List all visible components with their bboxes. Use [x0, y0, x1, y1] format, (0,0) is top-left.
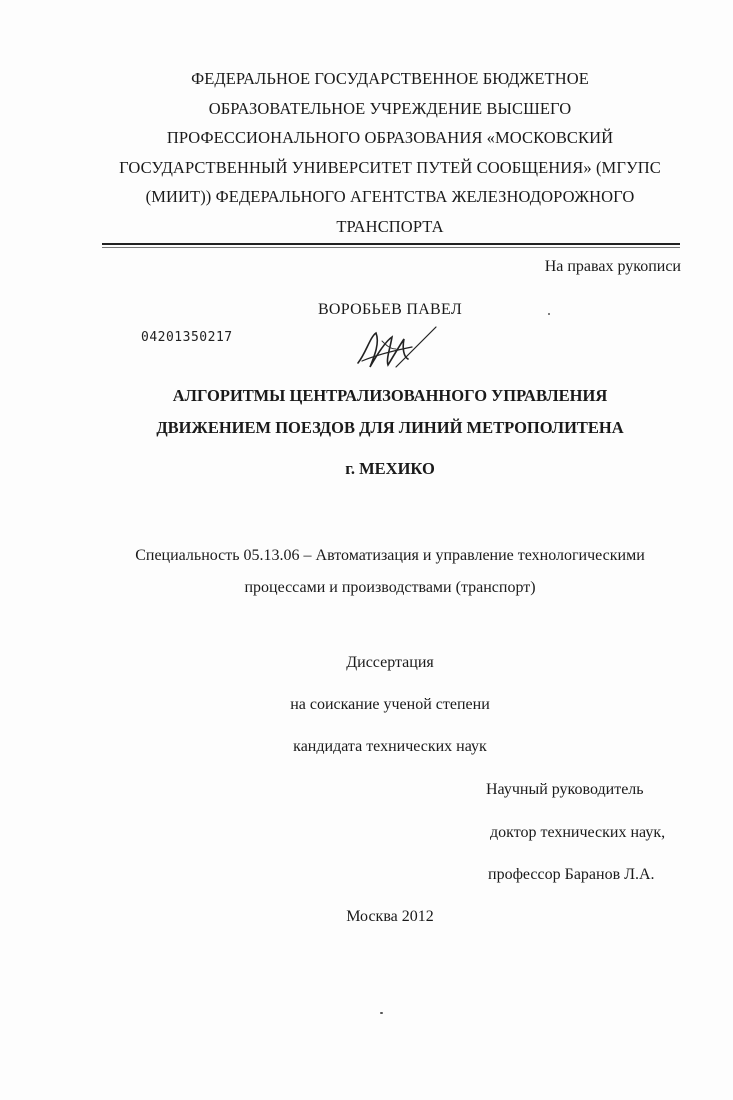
org-line-4: ГОСУДАРСТВЕННЫЙ УНИВЕРСИТЕТ ПУТЕЙ СООБЩЕНИЯ» (МГУПС — [119, 157, 661, 177]
scan-speck — [380, 1012, 383, 1014]
thesis-type: Диссертация — [346, 654, 434, 671]
place-year: Москва 2012 — [346, 908, 434, 925]
advisor-degree: доктор технических наук, — [490, 824, 666, 841]
header-divider-thin — [102, 247, 680, 248]
org-line-3: ПРОФЕССИОНАЛЬНОГО ОБРАЗОВАНИЯ «МОСКОВСКИЙ — [166, 128, 614, 147]
title-line-1: АЛГОРИТМЫ ЦЕНТРАЛИЗОВАННОГО УПРАВЛЕНИЯ — [172, 386, 608, 405]
manuscript-note: На правах рукописи — [544, 258, 681, 275]
thesis-purpose: на соискание ученой степени — [290, 696, 490, 713]
author-name: ВОРОБЬЕВ ПАВЕЛ — [317, 301, 463, 318]
org-line-6: ТРАНСПОРТА — [336, 216, 444, 236]
title-line-2: ДВИЖЕНИЕМ ПОЕЗДОВ ДЛЯ ЛИНИЙ МЕТРОПОЛИТЕНА — [156, 418, 624, 437]
advisor-name: профессор Баранов Л.А. — [488, 866, 655, 883]
dissertation-title — [0, 380, 733, 444]
thesis-degree: кандидата технических наук — [293, 738, 487, 755]
stamp-number: 04201350217 — [141, 330, 233, 345]
org-line-1: ФЕДЕРАЛЬНОЕ ГОСУДАРСТВЕННОЕ БЮДЖЕТНОЕ — [191, 69, 589, 88]
city-line: г. МЕХИКО — [345, 459, 435, 478]
organization-header — [60, 64, 720, 241]
org-line-5: (МИИТ)) ФЕДЕРАЛЬНОГО АГЕНТСТВА ЖЕЛЕЗНОДОРОЖНОГО — [145, 187, 635, 206]
specialty-line-1: Специальность 05.13.06 – Автоматизация и управление технологическими — [135, 547, 645, 564]
specialty — [0, 540, 733, 604]
signature-icon — [352, 323, 442, 373]
scan-speck — [548, 313, 550, 315]
specialty-line-2: процессами и производствами (транспорт) — [244, 579, 536, 596]
advisor-role: Научный руководитель — [486, 781, 644, 798]
org-line-2: ОБРАЗОВАТЕЛЬНОЕ УЧРЕЖДЕНИЕ ВЫСШЕГО — [208, 98, 572, 118]
header-divider — [102, 243, 680, 245]
